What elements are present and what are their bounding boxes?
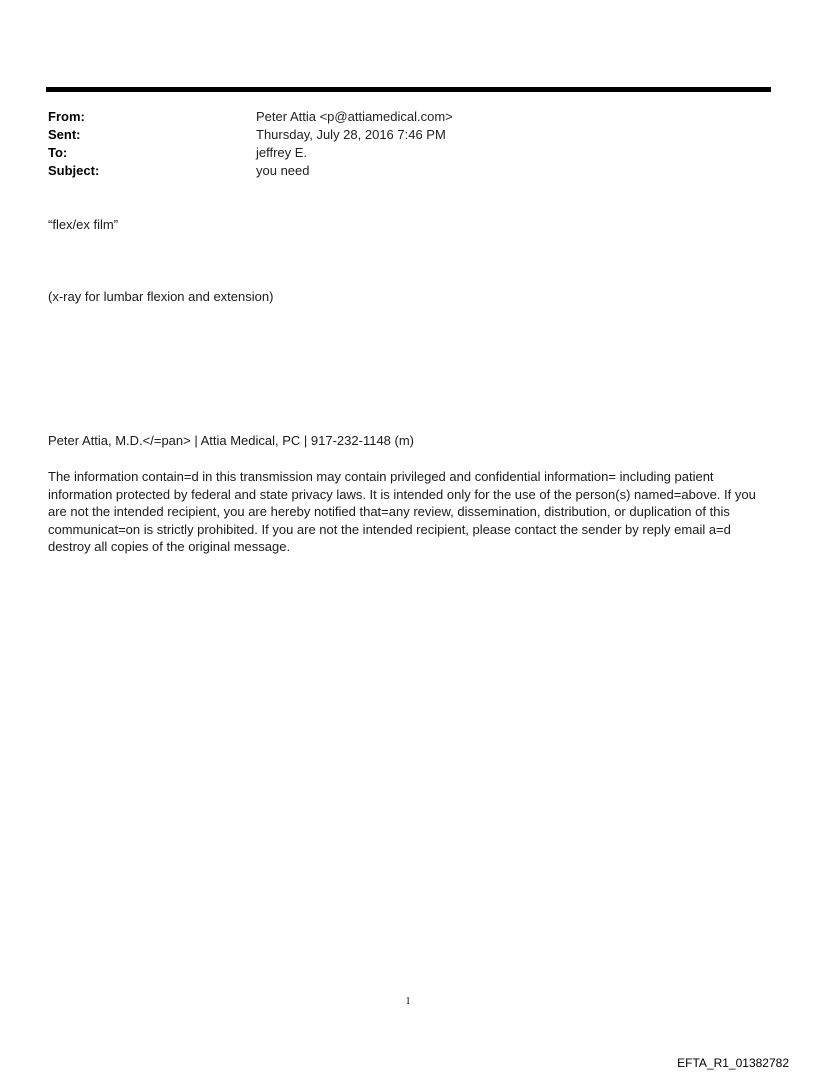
body-quote: “flex/ex film” (48, 217, 119, 232)
sent-value: Thursday, July 28, 2016 7:46 PM (256, 127, 446, 142)
to-value: jeffrey E. (256, 145, 308, 160)
signature: Peter Attia, M.D.</=pan> | Attia Medical, PC | 917-232-1148 (m) (48, 433, 414, 448)
email-header (48, 108, 453, 180)
sent-label: Sent: (48, 127, 81, 142)
subject-row (48, 162, 453, 180)
subject-value: you need (256, 163, 310, 178)
document-id: EFTA_R1_01382782 (677, 1056, 789, 1070)
from-row (48, 108, 453, 126)
body-xray-note: (x-ray for lumbar flexion and extension) (48, 289, 274, 304)
to-label: To: (48, 145, 68, 160)
subject-label: Subject: (48, 163, 100, 178)
page-number: 1 (405, 996, 411, 1007)
confidentiality-disclaimer: The information contain=d in this transmission may contain privileged and confidential information= including patient information protected by federal and state privacy laws. It is intended only for the use of the person(s) named=above. If you are not the intended recipient, you are hereby notified that=any review, dissemination, distribution, or duplication of this communicat=on is strictly prohibited. If you are not the intended recipient, please contact the sender by reply email a=d destroy all copies of the original message. (48, 469, 756, 554)
sent-row (48, 126, 453, 144)
to-row (48, 144, 453, 162)
from-value: Peter Attia <p@attiamedical.com> (256, 109, 453, 124)
header-divider (46, 87, 771, 92)
from-label: From: (48, 109, 85, 124)
